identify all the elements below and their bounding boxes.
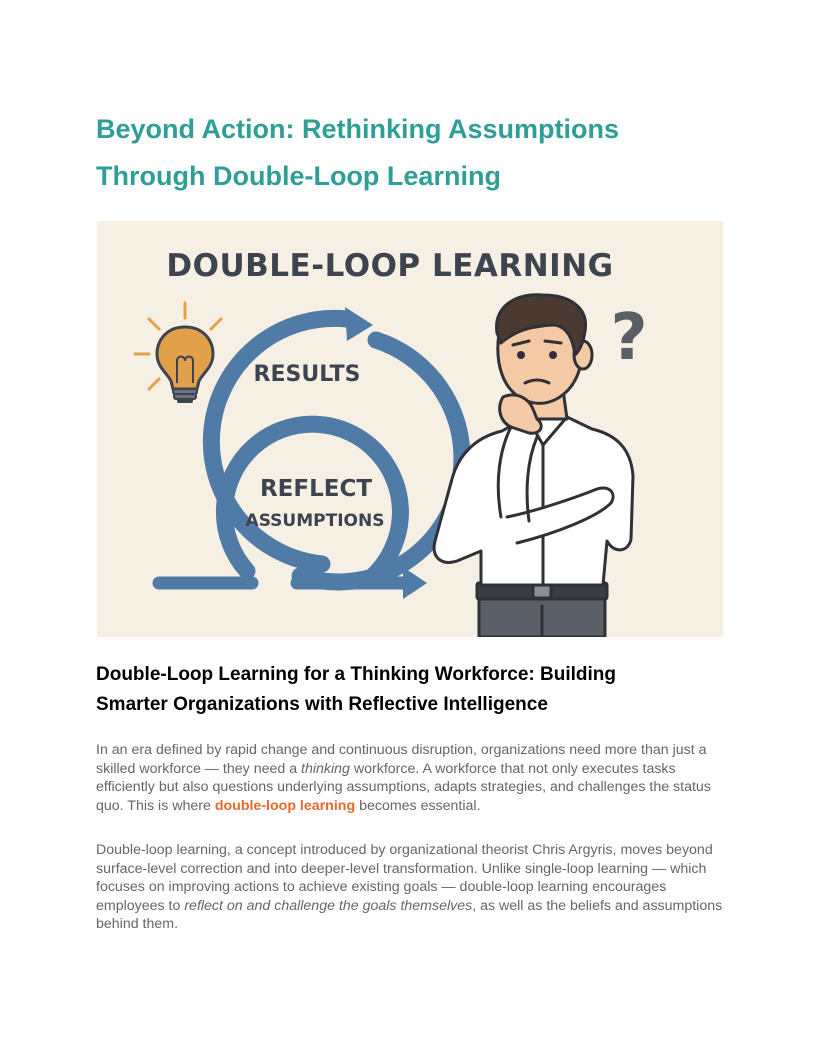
intro-paragraph [96,741,726,815]
article-title-line-2: Through Double-Loop Learning [96,161,501,191]
definition-text-1: Double-loop learning, a concept introduced by organizational theorist Chris Argyris, moves beyond surface-level correction and into deeper-level transformation. Unlike single-loop learning — which focuses on improving actions to achieve existing goals — double-loop learning encourages employees to [96,842,713,914]
outer-loop-label: RESULTS [253,362,361,387]
article-title [96,106,736,200]
article-subtitle-line-1: Double-Loop Learning for a Thinking Workforce: Building [96,664,617,685]
illustration-canvas [97,221,723,637]
intro-text-3: becomes essential. [355,797,481,814]
intro-emphasis: thinking [301,760,350,777]
intro-text-1: In an era defined by rapid change and continuous disruption, organizations need more than just a skilled workforce — they need a [96,742,707,777]
illustration-heading: DOUBLE-LOOP LEARNING [166,248,614,284]
inner-loop-label-reflect: REFLECT [259,476,373,502]
question-mark-icon: ? [610,301,648,375]
article-subtitle [96,660,736,720]
double-loop-highlight: double-loop learning [214,797,356,814]
definition-paragraph [96,841,726,934]
article-subtitle-line-2: Smarter Organizations with Reflective Intelligence [96,694,548,715]
definition-text-2: , as well as the beliefs and assumptions behind them. [96,897,723,932]
double-loop-illustration [97,221,723,637]
inner-loop-label-assumptions: ASSUMPTIONS [245,511,385,531]
definition-emphasis: reflect on and challenge the goals themselves [184,897,473,914]
article-title-line-1: Beyond Action: Rethinking Assumptions [96,114,620,144]
intro-text-2: workforce. A workforce that not only executes tasks efficiently but also questions underlying assumptions, adapts strategies, and challenges the status quo. This is where [96,760,711,814]
